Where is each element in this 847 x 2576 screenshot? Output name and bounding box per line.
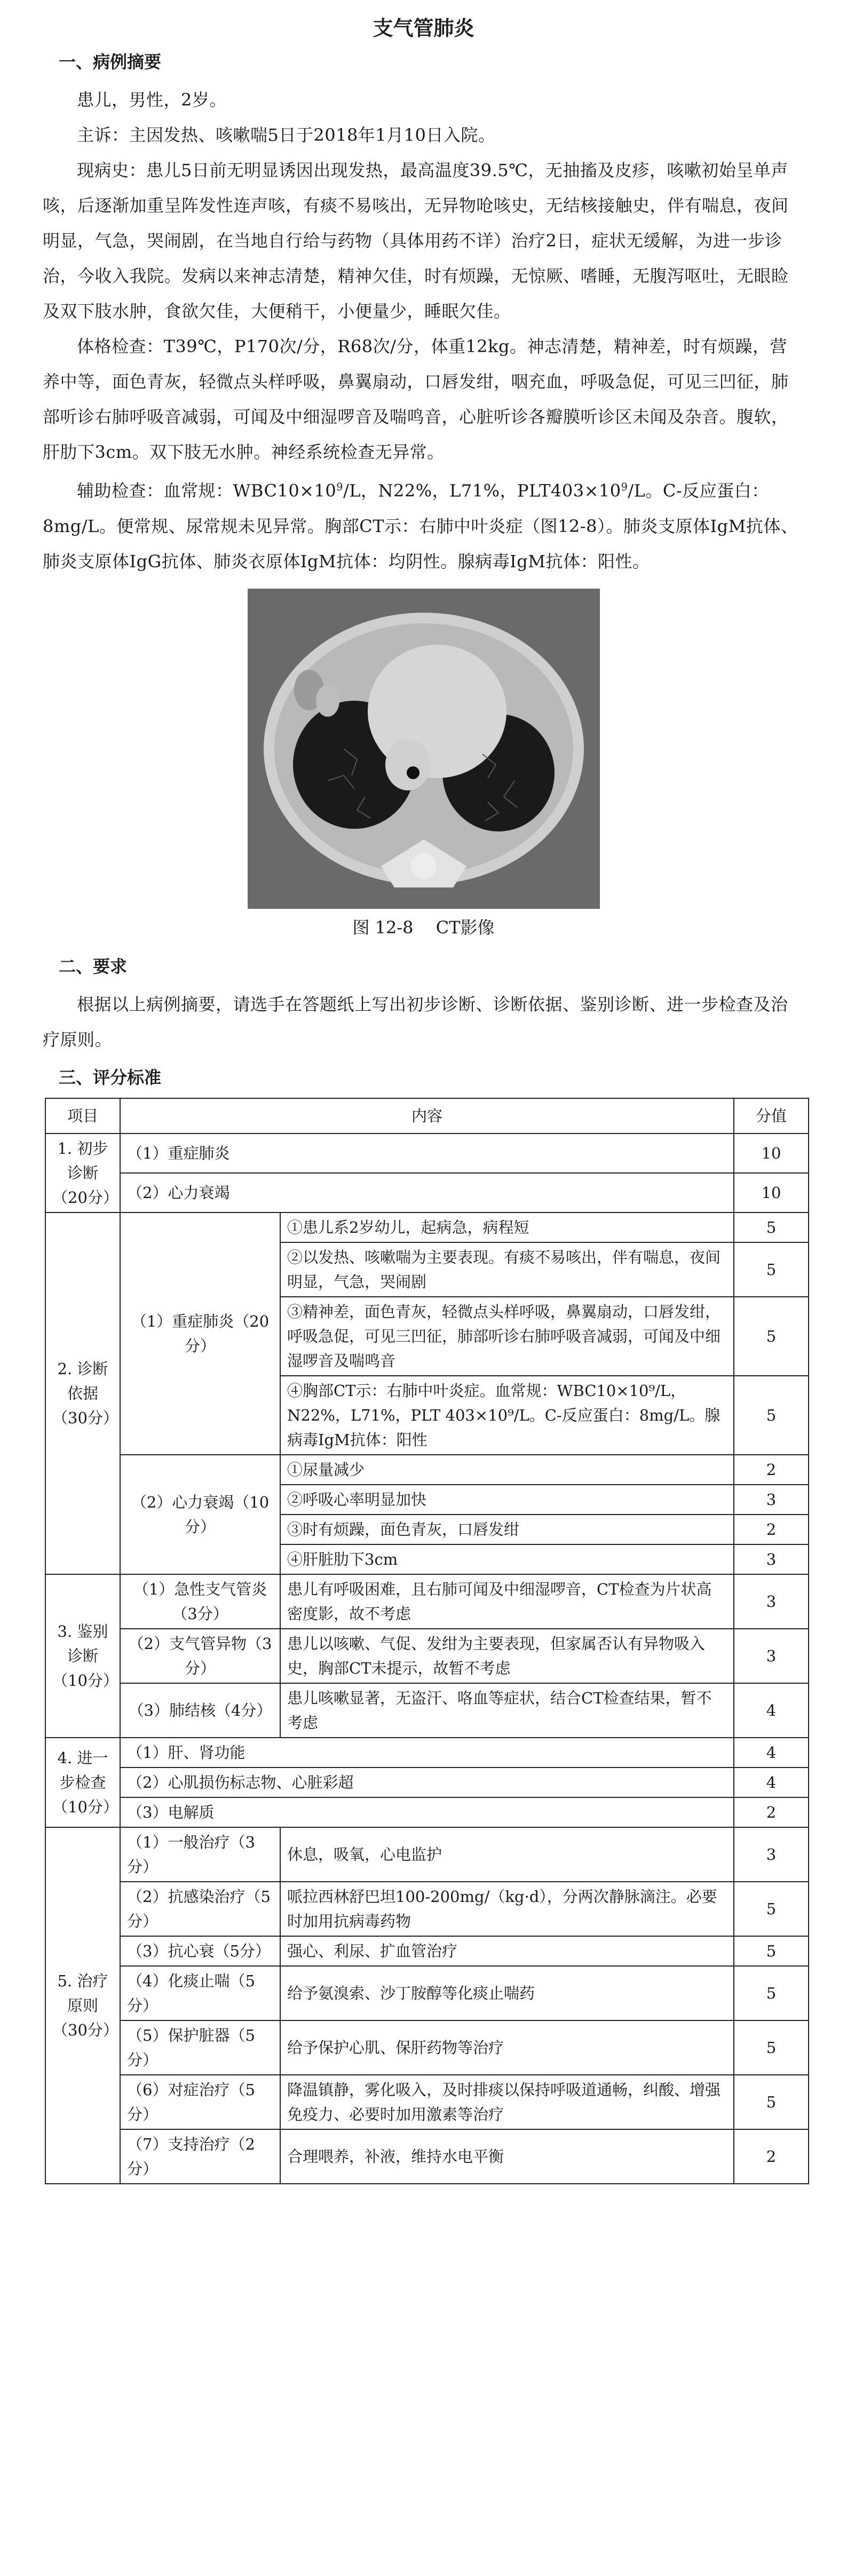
table-row xyxy=(45,1936,809,1966)
cell-score: 5 xyxy=(734,2075,809,2129)
header-score: 分值 xyxy=(734,1098,809,1134)
category-differential: 3. 鉴别诊断（10分） xyxy=(45,1574,120,1738)
cell-content: 患儿咳嗽显著，无盗汗、咯血等症状，结合CT检查结果，暂不考虑 xyxy=(280,1683,734,1738)
chief-complaint: 主诉：主因发热、咳嗽喘5日于2018年1月10日入院。 xyxy=(77,125,496,145)
cell-name: （1）急性支气管炎（3分） xyxy=(120,1574,280,1629)
cell-content: 强心、利尿、扩血管治疗 xyxy=(280,1936,734,1966)
cell-name: （6）对症治疗（5分） xyxy=(120,2075,280,2129)
cell-name: （3）抗心衰（5分） xyxy=(120,1936,280,1966)
table-row xyxy=(45,1797,809,1827)
section-heading-requirements: 二、要求 xyxy=(59,956,128,977)
header-item: 项目 xyxy=(45,1098,120,1134)
cell-content: 哌拉西林舒巴坦100-200mg/（kg·d），分两次静脉滴注。必要时加用抗病毒药物 xyxy=(280,1882,734,1936)
category-initial-dx: 1. 初步诊断（20分） xyxy=(45,1134,120,1212)
cell-name: （2）支气管异物（3分） xyxy=(120,1629,280,1683)
cell-name: （4）化痰止喘（5分） xyxy=(120,1966,280,2020)
aux-sup-2: 9 xyxy=(621,481,628,493)
physical-exam: 体格检查：T39℃，P170次/分，R68次/分，体重12kg。神志清楚，精神差，时有烦躁，营养中等，面色青灰，轻微点头样呼吸，鼻翼扇动，口唇发绀，咽充血，呼吸急促，可见三凹征，肺部听诊右肺呼吸音减弱，可闻及中细湿啰音及喘鸣音，心脏听诊各瓣膜听诊区未闻及杂音。腹软，肝肋下3cm。双下肢无水肿。神经系统检查无异常。 xyxy=(43,336,789,462)
cell-score: 3 xyxy=(734,1574,809,1629)
cell-score: 2 xyxy=(734,1797,809,1827)
category-treatment: 5. 治疗原则（30分） xyxy=(45,1827,120,2184)
section-heading-criteria: 三、评分标准 xyxy=(59,1067,162,1088)
table-row xyxy=(45,1173,809,1212)
cell-name: （1）一般治疗（3分） xyxy=(120,1827,280,1882)
cell-content: ①患儿系2岁幼儿，起病急，病程短 xyxy=(280,1212,734,1242)
cell-name: （3）肺结核（4分） xyxy=(120,1683,280,1738)
table-row xyxy=(45,1882,809,1936)
figure-caption: 图 12-8 CT影像 xyxy=(352,917,495,938)
table-row xyxy=(45,1134,809,1173)
ct-figure xyxy=(43,589,804,909)
cell-content: 合理喂养，补液，维持水电平衡 xyxy=(280,2129,734,2184)
aux-text-2: /L，N22%，L71%，PLT403×10 xyxy=(343,480,621,501)
table-row xyxy=(45,2075,809,2129)
cell-content: ③时有烦躁，面色青灰，口唇发绀 xyxy=(280,1515,734,1544)
cell-content: ③精神差，面色青灰，轻微点头样呼吸，鼻翼扇动，口唇发绀，呼吸急促，可见三凹征，肺部听诊右肺呼吸音减弱，可闻及中细湿啰音及喘鸣音 xyxy=(280,1297,734,1376)
cell-score: 5 xyxy=(734,1212,809,1242)
cell-score: 5 xyxy=(734,1882,809,1936)
cell-content: 患儿有呼吸困难，且右肺可闻及中细湿啰音，CT检查为片状高密度影，故不考虑 xyxy=(280,1574,734,1629)
table-row xyxy=(45,1738,809,1767)
cell-content: （1）肝、肾功能 xyxy=(120,1738,734,1767)
aux-sup-1: 9 xyxy=(336,481,343,493)
table-row xyxy=(45,1966,809,2020)
cell-score: 10 xyxy=(734,1173,809,1212)
category-dx-basis: 2. 诊断依据（30分） xyxy=(45,1212,120,1574)
table-row xyxy=(45,1574,809,1629)
table-row xyxy=(45,1212,809,1242)
cell-content: ②呼吸心率明显加快 xyxy=(280,1485,734,1515)
table-header-row xyxy=(45,1098,809,1134)
subcategory-severe-pneumonia: （1）重症肺炎（20分） xyxy=(120,1212,280,1455)
cell-score: 4 xyxy=(734,1767,809,1797)
cell-content: ①尿量减少 xyxy=(280,1455,734,1485)
cell-content: （1）重症肺炎 xyxy=(120,1134,734,1173)
cell-score: 5 xyxy=(734,2020,809,2075)
table-row xyxy=(45,2020,809,2075)
cell-name: （5）保护脏器（5分） xyxy=(120,2020,280,2075)
cell-score: 2 xyxy=(734,1515,809,1544)
table-row xyxy=(45,1629,809,1683)
cell-score: 4 xyxy=(734,1683,809,1738)
cell-score: 4 xyxy=(734,1738,809,1767)
cell-content: ②以发热、咳嗽喘为主要表现。有痰不易咳出，伴有喘息，夜间明显，气急，哭闹剧 xyxy=(280,1242,734,1297)
auxiliary-exam xyxy=(43,470,804,579)
cell-score: 5 xyxy=(734,1297,809,1376)
cell-content: 给予氨溴索、沙丁胺醇等化痰止喘药 xyxy=(280,1966,734,2020)
subcategory-heart-failure: （2）心力衰竭（10分） xyxy=(120,1455,280,1574)
cell-content: ④肝脏肋下3cm xyxy=(280,1544,734,1574)
cell-score: 10 xyxy=(734,1134,809,1173)
table-row xyxy=(45,2129,809,2184)
cell-name: （2）抗感染治疗（5分） xyxy=(120,1882,280,1936)
present-history: 现病史：患儿5日前无明显诱因出现发热，最高温度39.5℃，无抽搐及皮疹，咳嗽初始呈单声咳，后逐渐加重呈阵发性连声咳，有痰不易咳出，无异物呛咳史，无结核接触史，伴有喘息，夜间明显，气急，哭闹剧，在当地自行给与药物（具体用药不详）治疗2日，症状无缓解，为进一步诊治，今收入我院。发病以来神志清楚，精神欠佳，时有烦躁，无惊厥、嗜睡，无腹泻呕吐，无眼睑及双下肢水肿，食欲欠佳，大便稍干，小便量少，睡眠欠佳。 xyxy=(43,160,789,321)
cell-score: 3 xyxy=(734,1629,809,1683)
ct-scan-image xyxy=(248,589,600,909)
cell-score: 2 xyxy=(734,1455,809,1485)
section-heading-summary: 一、病例摘要 xyxy=(59,52,162,72)
cell-content: 降温镇静，雾化吸入，及时排痰以保持呼吸道通畅，纠酸、增强免疫力、必要时加用激素等治疗 xyxy=(280,2075,734,2129)
aux-text-3: /L。C-反应蛋白：8mg/L。便常规、尿常规未见异常。胸部CT示：右肺中叶炎症（图12-8）。肺炎支原体IgM抗体、肺炎支原体IgG抗体、肺炎衣原体IgM抗体：均阴性。腺病毒IgM抗体：阳性。 xyxy=(43,480,798,572)
cell-content: （2）心力衰竭 xyxy=(120,1173,734,1212)
cell-content: 休息，吸氧，心电监护 xyxy=(280,1827,734,1882)
cell-score: 3 xyxy=(734,1827,809,1882)
cell-content: 给予保护心肌、保肝药物等治疗 xyxy=(280,2020,734,2075)
requirements-text: 根据以上病例摘要，请选手在答题纸上写出初步诊断、诊断依据、鉴别诊断、进一步检查及治疗原则。 xyxy=(43,994,788,1050)
cell-score: 3 xyxy=(734,1544,809,1574)
document-title: 支气管肺炎 xyxy=(373,17,474,40)
category-further: 4. 进一步检查（10分） xyxy=(45,1738,120,1827)
table-row xyxy=(45,1827,809,1882)
cell-score: 5 xyxy=(734,1966,809,2020)
patient-info: 患儿，男性，2岁。 xyxy=(77,90,227,110)
scoring-table xyxy=(45,1098,809,2184)
cell-score: 5 xyxy=(734,1242,809,1297)
cell-content: ④胸部CT示：右肺中叶炎症。血常规：WBC10×10⁹/L，N22%，L71%，PLT 403×10⁹/L。C-反应蛋白：8mg/L。腺病毒IgM抗体：阳性 xyxy=(280,1376,734,1455)
cell-name: （7）支持治疗（2分） xyxy=(120,2129,280,2184)
table-row xyxy=(45,1767,809,1797)
cell-content: （2）心肌损伤标志物、心脏彩超 xyxy=(120,1767,734,1797)
cell-score: 5 xyxy=(734,1376,809,1455)
cell-content: 患儿以咳嗽、气促、发绀为主要表现，但家属否认有异物吸入史，胸部CT未提示，故暂不考虑 xyxy=(280,1629,734,1683)
cell-score: 5 xyxy=(734,1936,809,1966)
table-row xyxy=(45,1455,809,1485)
aux-text-1: 辅助检查：血常规：WBC10×10 xyxy=(77,480,337,501)
table-row xyxy=(45,1683,809,1738)
header-content: 内容 xyxy=(120,1098,734,1134)
cell-content: （3）电解质 xyxy=(120,1797,734,1827)
cell-score: 2 xyxy=(734,2129,809,2184)
cell-score: 3 xyxy=(734,1485,809,1515)
